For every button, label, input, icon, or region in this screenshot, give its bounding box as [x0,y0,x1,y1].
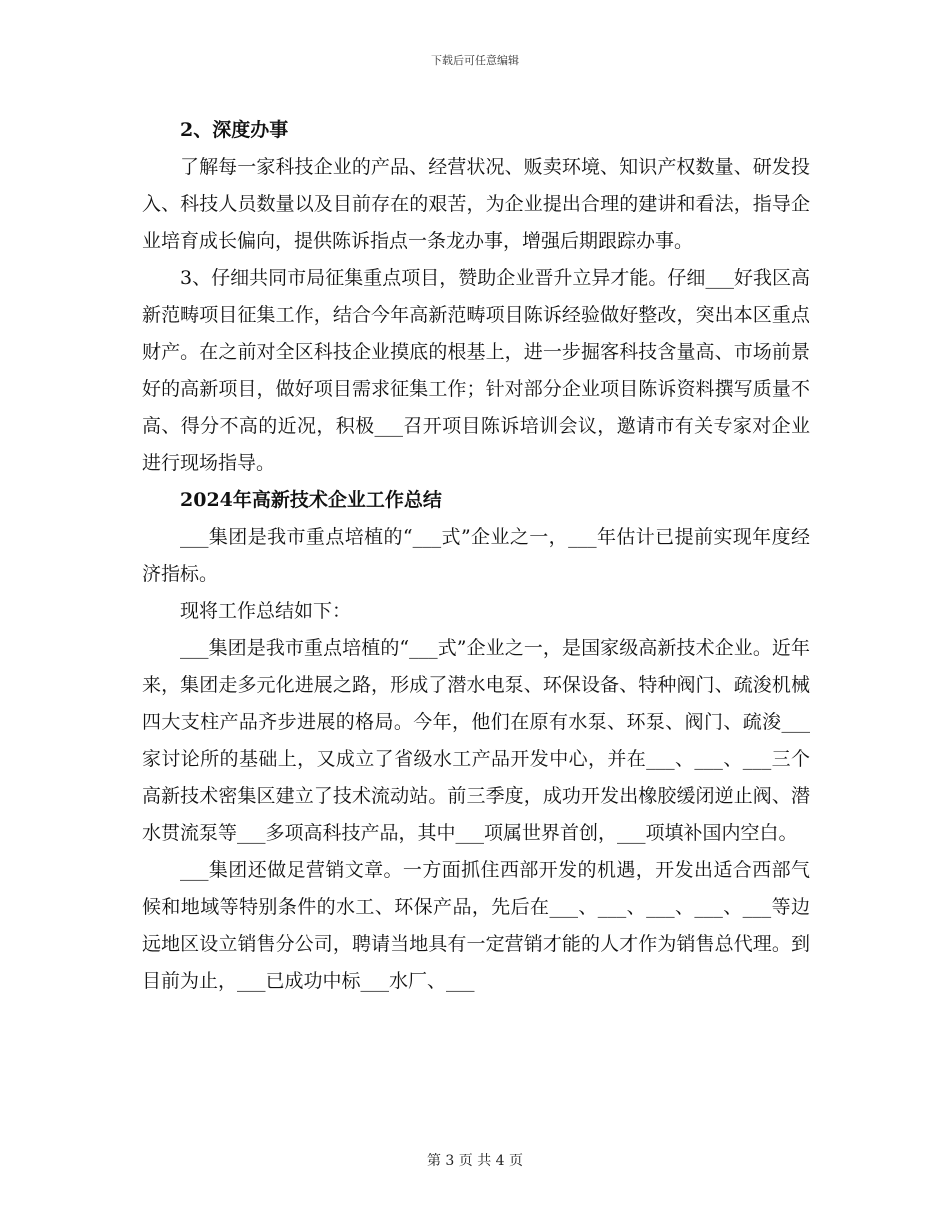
document-body [142,112,810,1000]
section2-paragraph: 3、仔细共同市局征集重点项目，赞助企业晋升立异才能。仔细___好我区高新范畴项目征集工作，结合今年高新范畴项目陈诉经验做好整改，突出本区重点财产。在之前对全区科技企业摸底的根基上，进一步掘客科技含量高、市场前景好的高新项目，做好项目需求征集工作；针对部分企业项目陈诉资料撰写质量不高、得分不高的近况，积极___召开项目陈诉培训会议，邀请市有关专家对企业进行现场指导。 [142,267,810,474]
page-header-note: 下载后可任意编辑 [431,54,519,67]
document-title: 2024年高新技术企业工作总结 [180,489,442,511]
section-heading: 2、深度办事 [180,119,289,141]
body-paragraph-2: 现将工作总结如下： [180,600,352,622]
body-paragraph-1: ___集团是我市重点培植的“___式”企业之一，___年估计已提前实现年度经济指标。 [142,526,810,585]
body-paragraph-3: ___集团是我市重点培植的“___式”企业之一，是国家级高新技术企业。近年来，集团走多元化进展之路，形成了潜水电泵、环保设备、特种阀门、疏浚机械四大支柱产品齐步进展的格局。今年，他们在原有水泵、环泵、阀门、疏浚___家讨论所的基础上，又成立了省级水工产品开发中心，并在___、___、___三个高新技术密集区建立了技术流动站。前三季度，成功开发出橡胶缓闭逆止阀、潜水贯流泵等___多项高科技产品，其中___项属世界首创，___项填补国内空白。 [142,637,810,844]
body-paragraph-4: ___集团还做足营销文章。一方面抓住西部开发的机遇，开发出适合西部气候和地域等特别条件的水工、环保产品，先后在___、___、___、___、___等边远地区设立销售分公司，聘请当地具有一定营销才能的人才作为销售总代理。到目前为止，___已成功中标___水厂、___ [142,859,810,992]
page-footer: 第 3 页 共 4 页 [426,1153,524,1169]
section1-paragraph: 了解每一家科技企业的产品、经营状况、贩卖环境、知识产权数量、研发投入、科技人员数量以及目前存在的艰苦，为企业提出合理的建讲和看法，指导企业培育成长偏向，提供陈诉指点一条龙办事，增强后期跟踪办事。 [142,156,810,252]
